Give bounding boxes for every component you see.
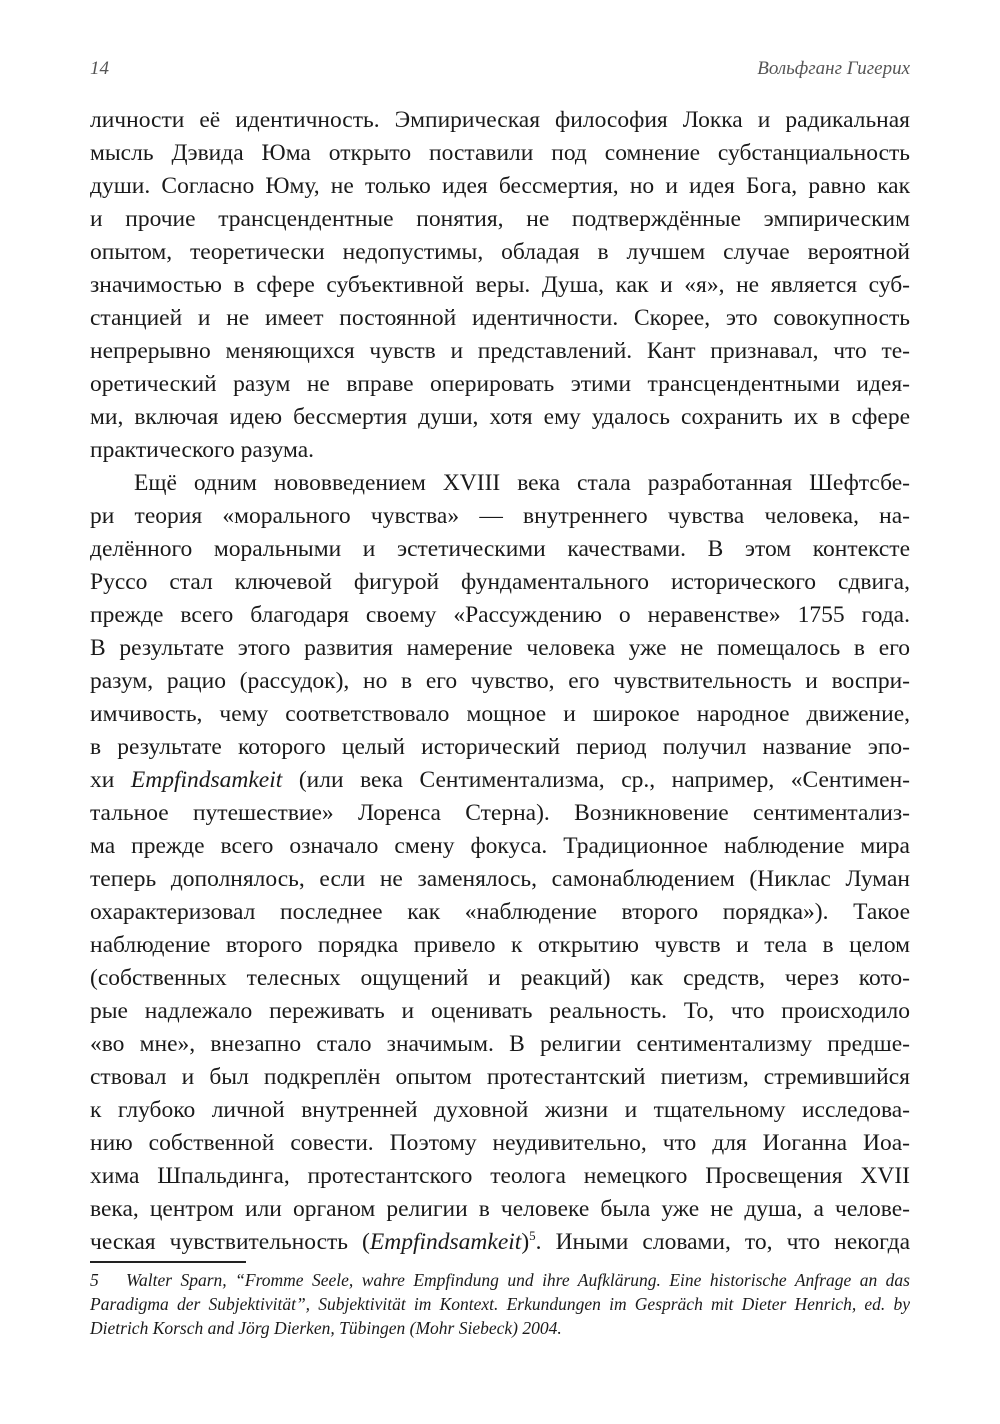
italic-term: Empfindsamkeit xyxy=(130,767,283,793)
text-run[interactable]: делённого моральными и эстетическими качествами. В этом контексте xyxy=(90,536,910,562)
text-line xyxy=(90,665,910,698)
text-run[interactable]: (собственных телесных ощущений и реакций) как средств, через кото- xyxy=(90,965,910,991)
text-line xyxy=(90,137,910,170)
text-line xyxy=(90,566,910,599)
text-line xyxy=(90,401,910,434)
text-line xyxy=(90,995,910,1028)
text-run[interactable]: разум, рацио (рассудок), но в его чувство, его чувствительность и воспри- xyxy=(90,668,910,694)
text-line xyxy=(90,1094,910,1127)
text-run[interactable]: ствовал и был подкреплён опытом протестантский пиетизм, стремившийся xyxy=(90,1064,910,1090)
text-run[interactable]: значимостью в сфере субъективной веры. Душа, как и «я», не является суб- xyxy=(90,272,910,298)
text-run[interactable]: и прочие трансцендентные понятия, не подтверждённые эмпирическим xyxy=(90,206,910,232)
text-run[interactable]: охарактеризовал последнее как «наблюдение второго порядка»). Такое xyxy=(90,899,910,925)
text-run[interactable]: мысль Дэвида Юма открыто поставили под сомнение субстанциальность xyxy=(90,140,910,166)
text-line xyxy=(90,830,910,863)
text-run[interactable]: души. Согласно Юму, не только идея бессмертия, но и идея Бога, равно как xyxy=(90,173,910,199)
text-line xyxy=(90,467,910,500)
text-run[interactable]: ми, включая идею бессмертия души, хотя ему удалось сохранить их в сфере xyxy=(90,404,910,430)
text-line xyxy=(90,1193,910,1226)
text-run[interactable]: практического разума. xyxy=(90,437,315,463)
text-run[interactable]: . Иными словами, то, что некогда xyxy=(535,1229,910,1255)
text-run[interactable]: теперь дополнялось, если не заменялось, самонаблюдением (Никлас Луман xyxy=(90,866,910,892)
footnote-number: 5 xyxy=(90,1270,99,1290)
text-line xyxy=(90,863,910,896)
text-run[interactable]: опытом, теоретически недопустимы, обладая в лучшем случае вероятной xyxy=(90,239,910,265)
text-run[interactable]: личности её идентичность. Эмпирическая философия Локка и радикальная xyxy=(90,107,910,133)
text-run[interactable]: имчивость, чему соответствовало мощное и широкое народное движение, xyxy=(90,701,910,727)
text-line xyxy=(90,764,910,797)
text-line xyxy=(90,1127,910,1160)
body-text xyxy=(90,104,910,1259)
text-line xyxy=(90,797,910,830)
text-line xyxy=(90,533,910,566)
text-line xyxy=(90,1028,910,1061)
text-line xyxy=(90,500,910,533)
footnote-text: Paradigma der Subjektivität”, Subjektivität im Kontext. Erkundungen im Gespräch mit Dieter Henrich, ed. by xyxy=(90,1294,910,1314)
footnote-line xyxy=(90,1268,910,1292)
text-run[interactable]: века, центром или органом религии в человеке была уже не душа, а челове- xyxy=(90,1196,910,1222)
text-line xyxy=(90,368,910,401)
footnote-ref[interactable]: 5 xyxy=(529,1228,536,1244)
text-run[interactable]: к глубоко личной внутренней духовной жизни и тщательному исследова- xyxy=(90,1097,910,1123)
text-run[interactable]: ческая чувствительность ( xyxy=(90,1229,370,1255)
text-line xyxy=(90,170,910,203)
page-number: 14 xyxy=(90,58,109,79)
text-run[interactable]: нию собственной совести. Поэтому неудивительно, что для Иоганна Иоа- xyxy=(90,1130,910,1156)
footnote xyxy=(90,1268,910,1340)
text-run[interactable]: В результате этого развития намерение человека уже не помещалось в его xyxy=(90,635,910,661)
footnote-text: Walter Sparn, “Fromme Seele, wahre Empfindung und ihre Aufklärung. Eine historische Anfrage an das xyxy=(126,1270,910,1290)
text-line xyxy=(90,698,910,731)
text-run[interactable]: прежде всего благодаря своему «Рассуждению о неравенстве» 1755 года. xyxy=(90,602,910,628)
text-line xyxy=(90,104,910,137)
running-title: Вольфганг Гигерих xyxy=(757,58,910,79)
text-line xyxy=(90,1226,910,1259)
text-run[interactable]: Руссо стал ключевой фигурой фундаментального исторического сдвига, xyxy=(90,569,910,595)
text-run[interactable]: ма прежде всего означало смену фокуса. Традиционное наблюдение мира xyxy=(90,833,910,859)
text-run[interactable]: наблюдение второго порядка привело к открытию чувств и тела в целом xyxy=(90,932,910,958)
text-line xyxy=(90,302,910,335)
text-run[interactable]: непрерывно меняющихся чувств и представлений. Кант признавал, что те- xyxy=(90,338,910,364)
text-line xyxy=(90,1160,910,1193)
text-line xyxy=(90,1061,910,1094)
text-run[interactable]: Ещё одним нововведением XVIII века стала разработанная Шефтсбе- xyxy=(134,470,910,496)
text-run[interactable]: тальное путешествие» Лоренса Стерна). Возникновение сентиментализ- xyxy=(90,800,910,826)
footnote-text: Dietrich Korsch and Jörg Dierken, Tübingen (Mohr Siebeck) 2004. xyxy=(90,1318,562,1338)
text-line xyxy=(90,929,910,962)
text-run[interactable]: «во мне», внезапно стало значимым. В религии сентиментализму предше- xyxy=(90,1031,910,1057)
footnote-line xyxy=(90,1316,910,1340)
text-line xyxy=(90,731,910,764)
footnote-divider xyxy=(90,1261,246,1263)
italic-term: Empfindsamkeit xyxy=(369,1229,522,1255)
text-line xyxy=(90,203,910,236)
text-line xyxy=(90,269,910,302)
text-run[interactable]: ) xyxy=(521,1229,530,1255)
text-line xyxy=(90,335,910,368)
text-run[interactable]: оретический разум не вправе оперировать этими трансцендентными идея- xyxy=(90,371,910,397)
text-run[interactable]: хима Шпальдинга, протестантского теолога немецкого Просвещения XVII xyxy=(90,1163,910,1189)
text-run[interactable]: ри теория «морального чувства» — внутреннего чувства человека, на- xyxy=(90,503,910,529)
text-line xyxy=(90,236,910,269)
text-line xyxy=(90,632,910,665)
text-run[interactable]: (или века Сентиментализма, ср., например, «Сентимен- xyxy=(282,767,911,793)
text-line xyxy=(90,896,910,929)
text-line xyxy=(90,962,910,995)
footnote-line xyxy=(90,1292,910,1316)
text-run[interactable]: в результате которого целый исторический период получил название эпо- xyxy=(90,734,910,760)
text-run[interactable]: станцией и не имеет постоянной идентичности. Скорее, это совокупность xyxy=(90,305,910,331)
text-line xyxy=(90,434,910,467)
text-run[interactable]: хи xyxy=(90,767,131,793)
text-run[interactable]: рые надлежало переживать и оценивать реальность. То, что происходило xyxy=(90,998,910,1024)
text-line xyxy=(90,599,910,632)
